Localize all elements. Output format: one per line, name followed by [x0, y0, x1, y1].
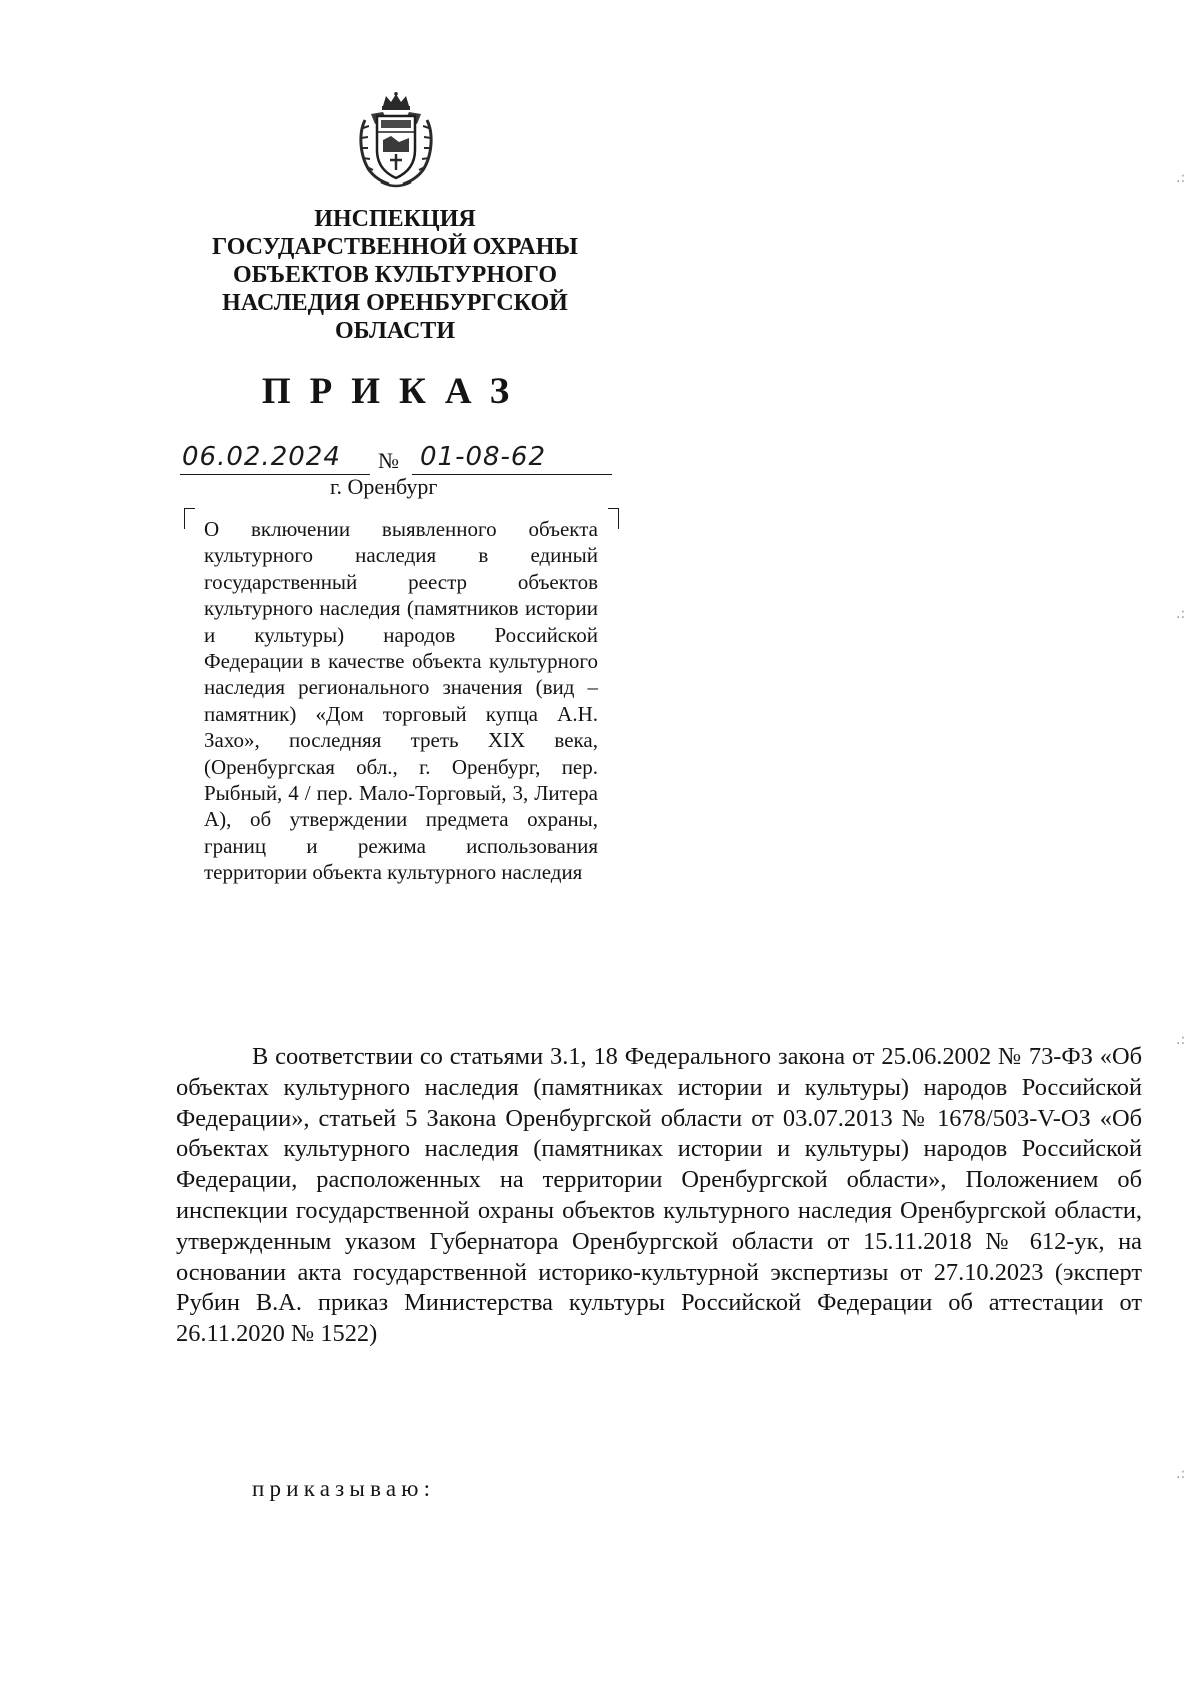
- subject-left-bracket: [184, 508, 195, 529]
- scan-speck: .:: [1176, 1466, 1186, 1482]
- preamble-paragraph: В соответствии со статьями 3.1, 18 Федерального закона от 25.06.2002 № 73-ФЗ «Об объектах культурного наследия (памятниках истории и культуры) народов Российской Федерации», статьей 5 Закона Оренбургской области от 03.07.2013 № 1678/503-V-ОЗ «Об объектах культурного наследия (памятниках истории и культуры) народов Российской Федерации, расположенных на территории Оренбургской области», Положением об инспекции государственной охраны объектов культурного наследия Оренбургской области, утвержденным указом Губернатора Оренбургской области от 15.11.2018 № 612-ук, на основании акта государственной историко-культурной экспертизы от 27.10.2023 (эксперт Рубин В.А. приказ Министерства культуры Российской Федерации об аттестации от 26.11.2020 № 1522): [176, 1043, 1142, 1348]
- document-type-title: ПРИКАЗ: [261, 371, 529, 412]
- authority-line: ГОСУДАРСТВЕННОЙ ОХРАНЫ: [212, 234, 578, 260]
- authority-line: НАСЛЕДИЯ ОРЕНБУРГСКОЙ: [222, 290, 568, 316]
- order-subject: О включении выявленного объекта культурного наследия в единый государственный реестр объектов культурного наследия (памятников истории и культуры) народов Российской Федерации в качестве объекта культурного наследия регионального значения (вид – памятник) «Дом торговый купца А.Н. Захо», последняя треть XIX века, (Оренбургская обл., г. Оренбург, пер. Рыбный, 4 / пер. Мало-Торговый, 3, Литера А), об утверждении предмета охраны, границ и режима использования территории объекта культурного наследия: [204, 517, 598, 885]
- authority-line: ОБЛАСТИ: [335, 318, 455, 344]
- authority-line: ИНСПЕКЦИЯ: [314, 206, 476, 232]
- scan-speck: .:: [1176, 170, 1186, 186]
- number-sign: №: [378, 448, 399, 473]
- issue-city: г. Оренбург: [330, 474, 438, 499]
- scan-speck: .:: [1176, 606, 1186, 622]
- orders-word: приказываю:: [252, 1476, 436, 1501]
- authority-line: ОБЪЕКТОВ КУЛЬТУРНОГО: [232, 262, 558, 288]
- subject-right-bracket: [608, 508, 619, 529]
- order-number: 01-08-62: [420, 442, 547, 472]
- issuing-authority: [180, 205, 610, 345]
- scan-speck: .:: [1176, 1032, 1186, 1048]
- orenburg-coat-of-arms-icon: [355, 92, 437, 190]
- order-date: 06.02.2024: [182, 442, 341, 472]
